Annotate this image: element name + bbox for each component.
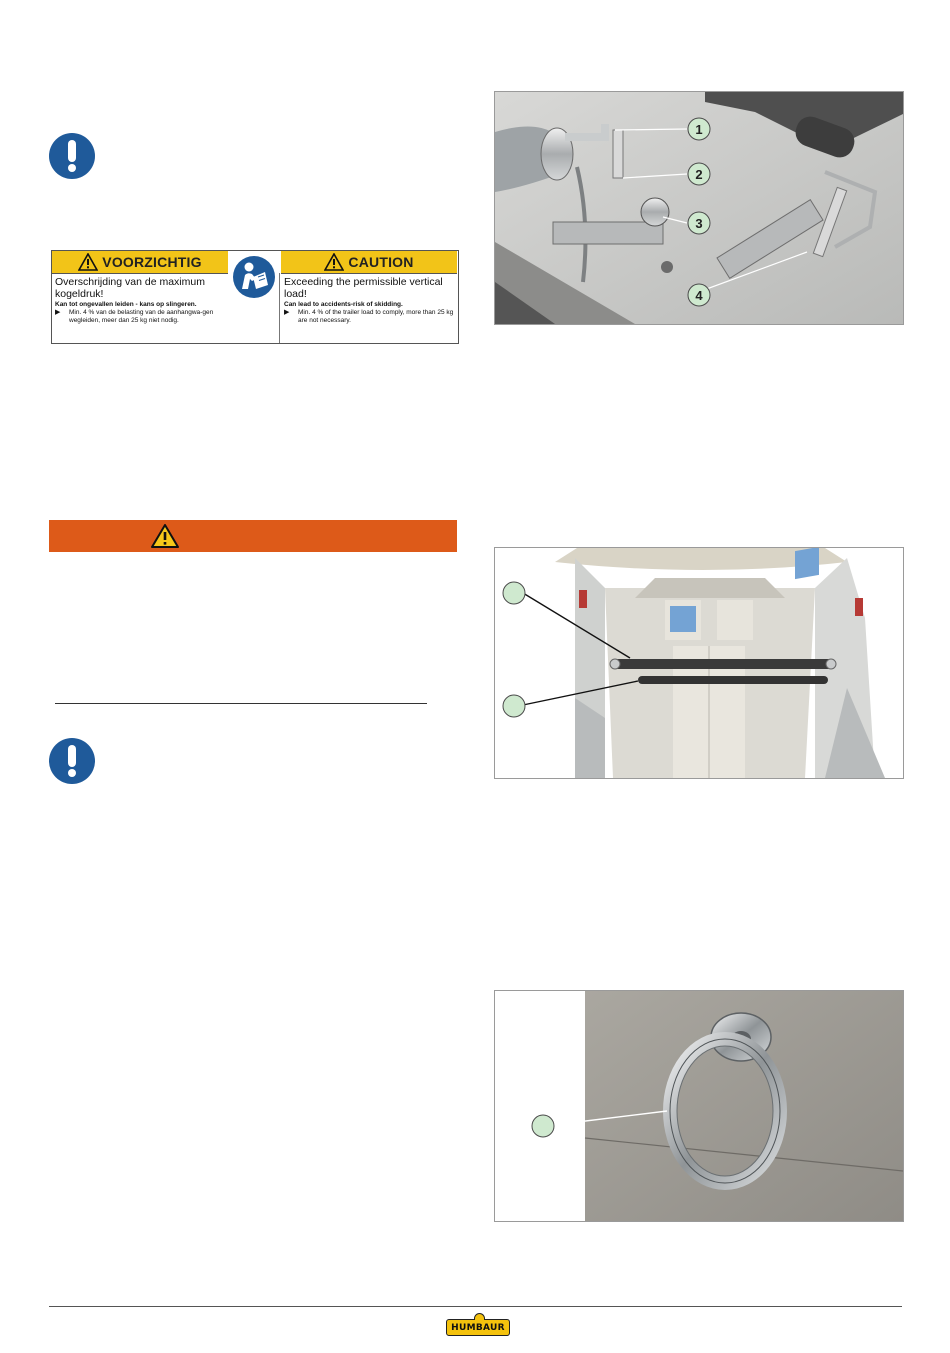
svg-text:1: 1 (695, 122, 703, 137)
sticker-title-en: Exceeding the permissible vertical load! (284, 276, 443, 300)
sticker-subtitle-nl: Kan tot ongevallen leiden - kans op slingeren. (55, 301, 197, 308)
tie-ring-illustration (495, 991, 903, 1221)
sticker-bullet-nl: Min. 4 % van de belasting van de aanhangwa-gen wegleiden, meer dan 25 kg niet nodig. (69, 309, 214, 324)
humbaur-logo (446, 1319, 510, 1336)
warning-triangle-icon (324, 253, 344, 271)
coupling-photo (494, 91, 904, 325)
svg-text:3: 3 (695, 216, 703, 231)
callout-1 (688, 118, 710, 140)
sticker-heading-en: CAUTION (348, 254, 414, 270)
sticker-title-nl: Overschrijding van de maximum kogeldruk! (55, 276, 205, 300)
sticker-subtitle-en: Can lead to accidents-risk of skidding. (284, 301, 403, 308)
sticker-heading-nl: VOORZICHTIG (102, 254, 202, 270)
caution-sticker (51, 250, 459, 344)
svg-text:2: 2 (695, 167, 703, 182)
callout-4 (688, 284, 710, 306)
sticker-english (281, 251, 457, 343)
mandatory-notice-icon (49, 738, 95, 784)
read-manual-icon (232, 255, 276, 299)
svg-text:4: 4 (695, 288, 703, 303)
callout-b (503, 695, 525, 717)
callout-3 (688, 212, 710, 234)
trailer-interior-photo (494, 547, 904, 779)
sticker-manual-symbol (230, 251, 278, 343)
coupling-illustration (495, 92, 903, 324)
sticker-bullet-en: Min. 4 % of the trailer load to comply, more than 25 kg are not necessary. (298, 309, 454, 324)
exclamation-icon (65, 744, 79, 778)
callout-a (503, 582, 525, 604)
footer-rule (49, 1306, 902, 1307)
trailer-interior-illustration (495, 548, 903, 778)
callout-2 (688, 163, 710, 185)
exclamation-icon (65, 139, 79, 173)
bullet-arrow-icon: ▶ (284, 309, 290, 316)
sticker-dutch (52, 251, 228, 343)
sticker-divider (279, 273, 280, 343)
callout-ring (532, 1115, 554, 1137)
logo-dot-icon (474, 1313, 485, 1320)
tie-ring-photo (494, 990, 904, 1222)
warning-triangle-icon (78, 253, 98, 271)
warning-banner (49, 520, 457, 552)
warning-triangle-icon (150, 523, 180, 549)
bullet-arrow-icon: ▶ (55, 309, 61, 316)
section-divider (55, 703, 427, 704)
logo-text: HUMBAUR (451, 1322, 505, 1333)
mandatory-notice-icon (49, 133, 95, 179)
